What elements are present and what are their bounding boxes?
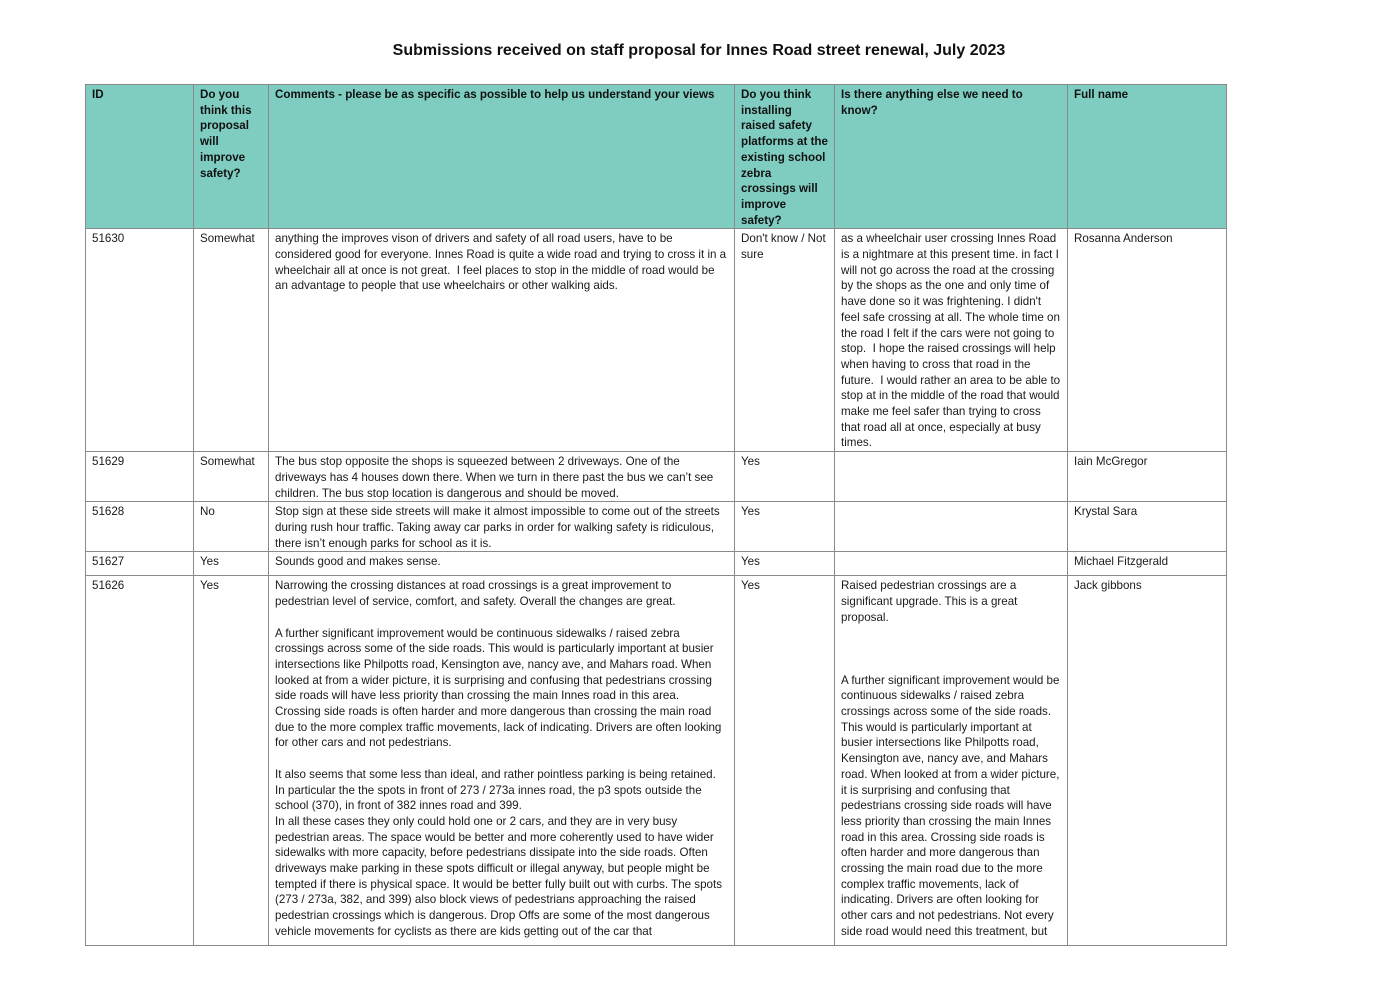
document-title: Submissions received on staff proposal for Innes Road street renewal, July 2023 bbox=[392, 42, 1006, 59]
cell-anything-else bbox=[835, 552, 1068, 576]
table-row bbox=[86, 576, 1227, 946]
header-comments: Comments - please be as specific as possible to help us understand your views bbox=[269, 85, 735, 229]
cell-raised-platforms: Yes bbox=[735, 452, 835, 502]
cell-id: 51630 bbox=[86, 229, 194, 452]
header-full-name: Full name bbox=[1068, 85, 1227, 229]
table-row bbox=[86, 552, 1227, 576]
cell-improve-safety: Yes bbox=[194, 576, 269, 946]
cell-full-name: Iain McGregor bbox=[1068, 452, 1227, 502]
cell-improve-safety: Somewhat bbox=[194, 229, 269, 452]
cell-improve-safety: Somewhat bbox=[194, 452, 269, 502]
cell-raised-platforms: Don't know / Not sure bbox=[735, 229, 835, 452]
cell-full-name: Jack gibbons bbox=[1068, 576, 1227, 946]
cell-comments: Sounds good and makes sense. bbox=[269, 552, 735, 576]
cell-comments: anything the improves vison of drivers and safety of all road users, have to be considered good for everyone. Innes Road is quite a wide road and trying to cross it in a wheelchair all at once is not great. I feel places to stop in the middle of road would be an advantage to people that use wheelchairs or other walking aids. bbox=[269, 229, 735, 452]
cell-full-name: Michael Fitzgerald bbox=[1068, 552, 1227, 576]
cell-id: 51627 bbox=[86, 552, 194, 576]
header-raised-platforms: Do you think installing raised safety platforms at the existing school zebra crossings will improve safety? bbox=[735, 85, 835, 229]
cell-raised-platforms: Yes bbox=[735, 576, 835, 946]
header-anything-else: Is there anything else we need to know? bbox=[835, 85, 1068, 229]
header-improve-safety: Do you think this proposal will improve safety? bbox=[194, 85, 269, 229]
table-row bbox=[86, 452, 1227, 502]
cell-comments: Stop sign at these side streets will make it almost impossible to come out of the streets during rush hour traffic. Taking away car parks in order for walking safety is ridiculous, there isn’t enough parks for school as it is. bbox=[269, 502, 735, 552]
cell-improve-safety: No bbox=[194, 502, 269, 552]
cell-anything-else: Raised pedestrian crossings are a significant upgrade. This is a great proposal. A further significant improvement would be continuous sidewalks / raised zebra crossings across some of the side roads. This would is particularly important at busier intersections like Philpotts road, Kensington ave, nancy ave, and Mahars road. When looked at from a wider picture, it is surprising and confusing that pedestrians crossing side roads will have less priority than crossing the main Innes road in this area. Crossing side roads is often harder and more dangerous than crossing the main road due to the more complex traffic movements, lack of indicating. Drivers are often looking for other cars and not pedestrians. Not every side road would need this treatment, but bbox=[835, 576, 1068, 946]
table-header-row bbox=[86, 85, 1227, 229]
cell-raised-platforms: Yes bbox=[735, 552, 835, 576]
cell-anything-else bbox=[835, 502, 1068, 552]
table-row bbox=[86, 502, 1227, 552]
cell-id: 51628 bbox=[86, 502, 194, 552]
cell-improve-safety: Yes bbox=[194, 552, 269, 576]
submissions-table-container bbox=[85, 84, 1226, 938]
cell-raised-platforms: Yes bbox=[735, 502, 835, 552]
cell-anything-else bbox=[835, 452, 1068, 502]
cell-comments: The bus stop opposite the shops is squeezed between 2 driveways. One of the driveways has 4 houses down there. When we turn in there past the bus we can’t see children. The bus stop location is dangerous and should be moved. bbox=[269, 452, 735, 502]
cell-full-name: Rosanna Anderson bbox=[1068, 229, 1227, 452]
cell-anything-else: as a wheelchair user crossing Innes Road is a nightmare at this present time. in fact I will not go across the road at the crossing by the shops as the one and only time of have done so it was frightening. I didn't feel safe crossing at all. The whole time on the road I felt if the cars were not going to stop. I hope the raised crossings will help when having to cross that road in the future. I would rather an area to be able to stop at in the middle of the road that would make me feel safer than trying to cross that road all at once, especially at busy times. bbox=[835, 229, 1068, 452]
table-row bbox=[86, 229, 1227, 452]
submissions-table bbox=[85, 84, 1227, 946]
cell-id: 51626 bbox=[86, 576, 194, 946]
cell-id: 51629 bbox=[86, 452, 194, 502]
header-id: ID bbox=[86, 85, 194, 229]
cell-full-name: Krystal Sara bbox=[1068, 502, 1227, 552]
cell-comments: Narrowing the crossing distances at road crossings is a great improvement to pedestrian level of service, comfort, and safety. Overall the changes are great. A further significant improvement would be continuous sidewalks / raised zebra crossings across some of the side roads. This would is particularly important at busier intersections like Philpotts road, Kensington ave, nancy ave, and Mahars road. When looked at from a wider picture, it is surprising and confusing that pedestrians crossing side roads will have less priority than crossing the main Innes road in this area. Crossing side roads is often harder and more dangerous than crossing the main road due to the more complex traffic movements, lack of indicating. Drivers are often looking for other cars and not pedestrians. It also seems that some less than ideal, and rather pointless parking is being retained. In particular the the spots in front of 273 / 273a innes road, the p3 spots outside the school (370), in front of 382 innes road and 399. In all these cases they only could hold one or 2 cars, and they are in very busy pedestrian areas. The space would be better and more coherently used to have wider sidewalks with more capacity, before pedestrians dissipate into the side roads. Often driveways make parking in these spots difficult or illegal anyway, but people might be tempted if there is physical space. It would be better fully built out with curbs. The spots (273 / 273a, 382, and 399) also block views of pedestrians approaching the raised pedestrian crossings which is dangerous. Drop Offs are some of the most dangerous vehicle movements for cyclists as there are kids getting out of the car that bbox=[269, 576, 735, 946]
